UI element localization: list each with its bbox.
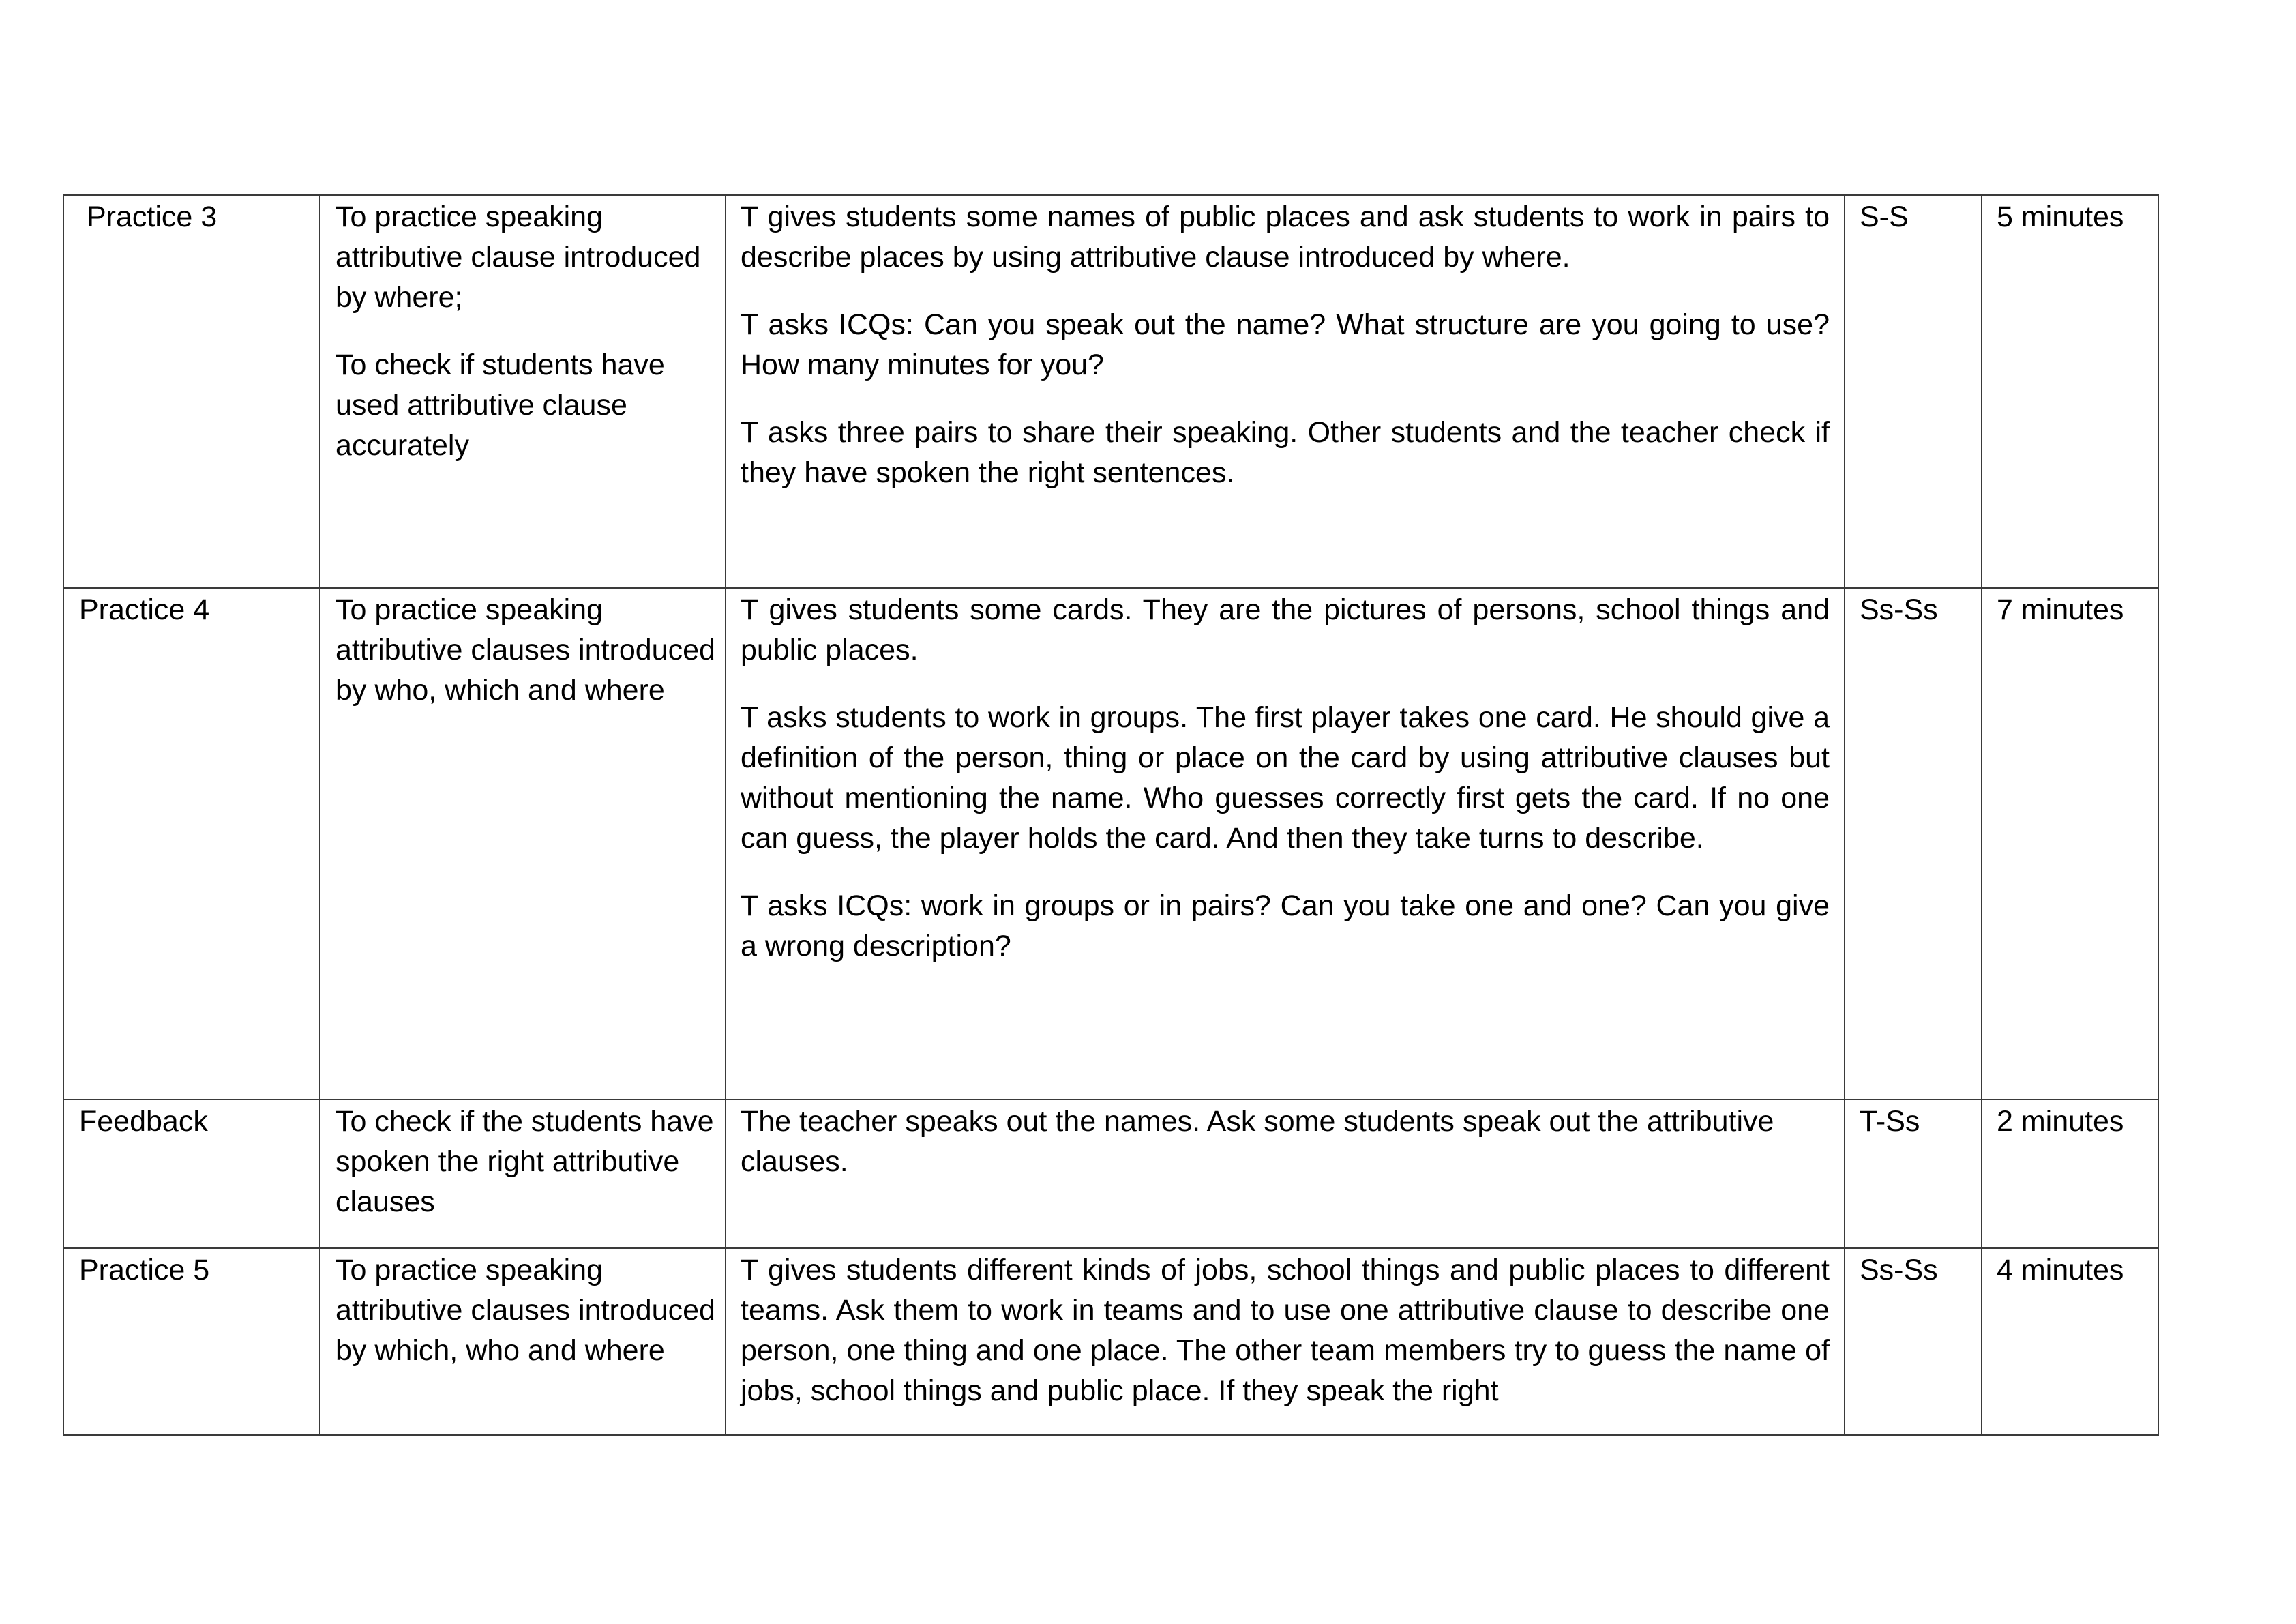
lesson-plan-table: [63, 194, 2159, 1436]
time-allotted: 2 minutes: [1997, 1105, 2124, 1138]
aim-cell: [320, 195, 726, 588]
procedure-paragraph: T asks three pairs to share their speaking. Other students and the teacher check if they have spoken the right sentences.: [741, 416, 1830, 489]
interaction-pattern: Ss-Ss: [1860, 1254, 1938, 1286]
stage-label: Feedback: [79, 1105, 208, 1138]
procedure-cell: [726, 588, 1845, 1099]
stage-label: Practice 4: [79, 593, 210, 626]
aim-text: To check if students have used attributive clause accurately: [336, 349, 665, 462]
stage-cell: [63, 1099, 320, 1248]
time-cell: [1982, 195, 2158, 588]
interaction-cell: [1845, 1248, 1982, 1435]
table-row: [63, 1248, 2158, 1435]
interaction-cell: [1845, 1099, 1982, 1248]
interaction-cell: [1845, 195, 1982, 588]
time-cell: [1982, 1099, 2158, 1248]
procedure-cell: [726, 1099, 1845, 1248]
procedure-paragraph: T asks ICQs: Can you speak out the name? What structure are you going to use? How many minutes for you?: [741, 308, 1830, 381]
stage-cell: [63, 195, 320, 588]
procedure-cell: [726, 195, 1845, 588]
procedure-paragraph: T asks ICQs: work in groups or in pairs? Can you take one and one? Can you give a wrong description?: [741, 889, 1830, 962]
stage-label: Practice 3: [87, 201, 218, 233]
procedure-paragraph: T gives students some names of public places and ask students to work in pairs to describe places by using attributive clause introduced by where.: [741, 201, 1830, 274]
stage-label: Practice 5: [79, 1254, 210, 1286]
aim-text: To practice speaking attributive clause introduced by where;: [336, 201, 701, 314]
stage-cell: [63, 1248, 320, 1435]
aim-cell: [320, 1099, 726, 1248]
procedure-paragraph: T asks students to work in groups. The first player takes one card. He should give a definition of the person, thing or place on the card by using attributive clauses but without mentioning the name. Who guesses correctly first gets the card. If no one can guess, the player holds the card. And then they take turns to describe.: [741, 701, 1830, 855]
time-cell: [1982, 1248, 2158, 1435]
aim-cell: [320, 588, 726, 1099]
procedure-paragraph: T gives students some cards. They are the pictures of persons, school things and public places.: [741, 593, 1830, 666]
stage-cell: [63, 588, 320, 1099]
interaction-pattern: S-S: [1860, 201, 1909, 233]
table-row: [63, 588, 2158, 1099]
interaction-pattern: T-Ss: [1860, 1105, 1920, 1138]
time-allotted: 7 minutes: [1997, 593, 2124, 626]
aim-text: To check if the students have spoken the right attributive clauses: [336, 1105, 714, 1218]
procedure-paragraph: T gives students different kinds of jobs, school things and public places to different teams. Ask them to work in teams and to use one attributive clause to describe one person, one thing and one place. The other team members try to guess the name of jobs, school things and public place. If they speak the right: [741, 1254, 1830, 1407]
time-cell: [1982, 588, 2158, 1099]
procedure-cell: [726, 1248, 1845, 1435]
procedure-paragraph: The teacher speaks out the names. Ask some students speak out the attributive clauses.: [741, 1105, 1774, 1178]
aim-text: To practice speaking attributive clauses introduced by which, who and where: [336, 1254, 715, 1367]
aim-cell: [320, 1248, 726, 1435]
table-row: [63, 195, 2158, 588]
interaction-pattern: Ss-Ss: [1860, 593, 1938, 626]
interaction-cell: [1845, 588, 1982, 1099]
table-row: [63, 1099, 2158, 1248]
time-allotted: 4 minutes: [1997, 1254, 2124, 1286]
time-allotted: 5 minutes: [1997, 201, 2124, 233]
aim-text: To practice speaking attributive clauses introduced by who, which and where: [336, 593, 715, 707]
